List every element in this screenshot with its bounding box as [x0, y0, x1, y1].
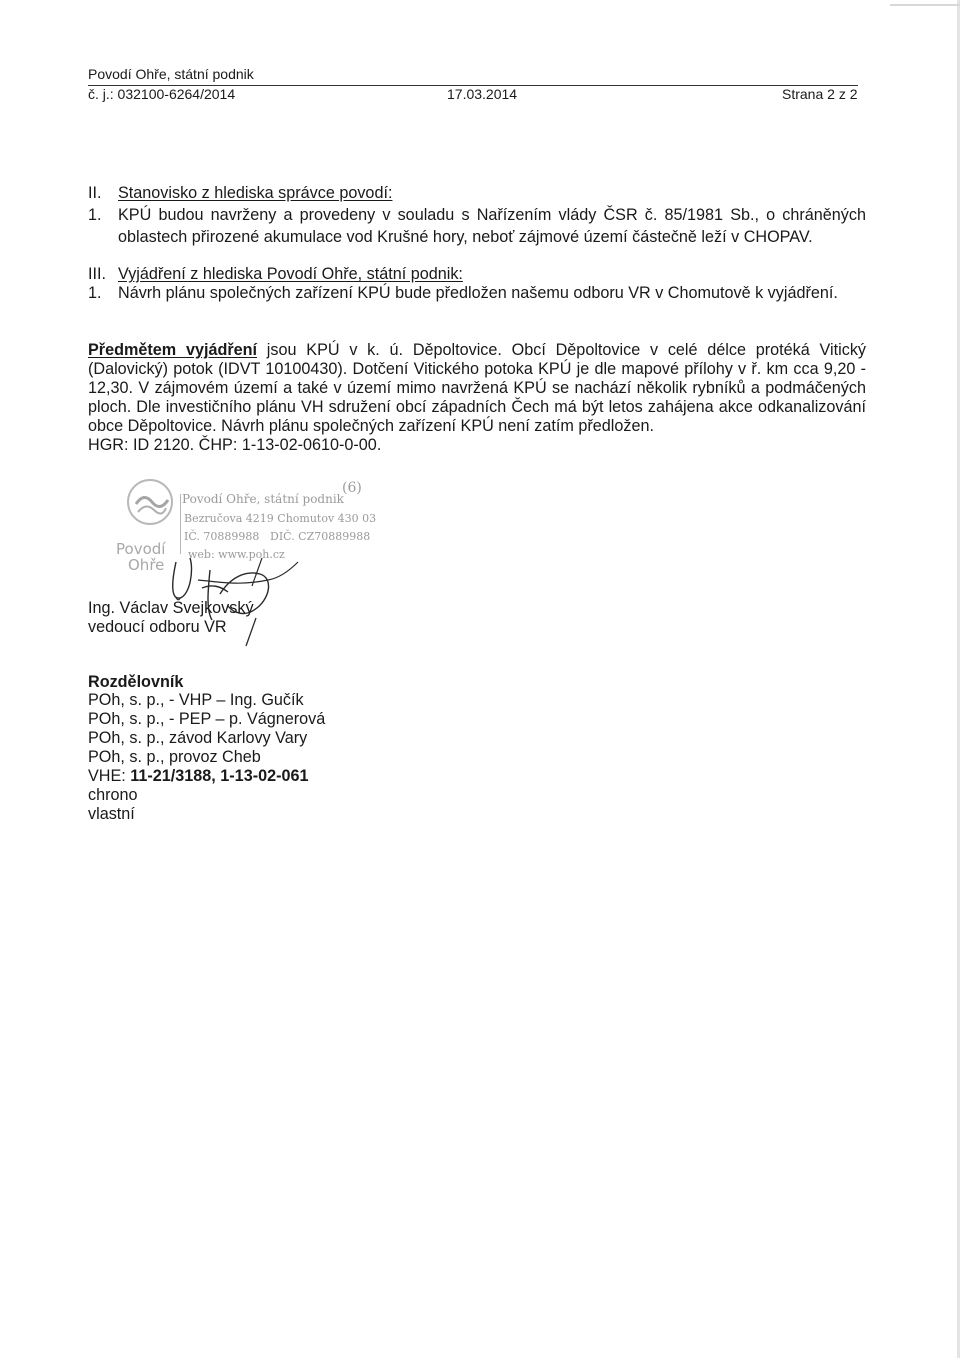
header-rule [88, 85, 858, 86]
distribution-vhe [88, 767, 309, 786]
distribution-vhe-value: 11-21/3188, 1-13-02-061 [130, 767, 309, 785]
distribution-item: POh, s. p., - VHP – Ing. Gučík [88, 691, 304, 709]
section3-item1-number: 1. [88, 284, 102, 302]
header-ref: č. j.: 032100-6264/2014 [88, 86, 236, 102]
section2-title: Stanovisko z hlediska správce povodí: [118, 184, 393, 202]
subject-line3: 12,30. V zájmovém území a také v území mimo navržená KPÚ se nachází několik rybníků a podmáčených [88, 379, 866, 397]
section2-item1-number: 1. [88, 206, 102, 224]
distribution-item: POh, s. p., provoz Cheb [88, 748, 261, 766]
header-org: Povodí Ohře, státní podnik [88, 66, 254, 82]
stamp-ico: IČ. 70889988 [184, 530, 260, 543]
signatory-name: Ing. Václav Švejkovský [88, 599, 254, 617]
section2-item1-line2: oblastech přirozené akumulace vod Krušné hory, neboť zájmové území částečně leží v CHOPAV. [118, 228, 813, 246]
section2-number: II. [88, 184, 102, 202]
signatory-role: vedoucí odboru VR [88, 618, 227, 636]
section3-number: III. [88, 265, 106, 283]
stamp-logo-line1: Povodí [116, 540, 166, 558]
stamp-number: (6) [342, 480, 362, 496]
header-page: Strana 2 z 2 [782, 86, 858, 102]
stamp-logo-line2: Ohře [128, 556, 165, 574]
scan-edge-top [890, 4, 960, 6]
distribution-extra: chrono [88, 786, 138, 804]
distribution-extra: vlastní [88, 805, 135, 823]
subject-line1-text: jsou KPÚ v k. ú. Děpoltovice. Obcí Děpoltovice v celé délce protéká Vitický [257, 341, 867, 359]
stamp-dic: DIČ. CZ70889988 [270, 530, 371, 543]
header-date: 17.03.2014 [447, 86, 518, 102]
subject-line6: HGR: ID 2120. ČHP: 1-13-02-0610-0-00. [88, 436, 382, 454]
distribution-vhe-label: VHE: [88, 767, 131, 785]
stamp-web: web: www.poh.cz [188, 548, 285, 561]
subject-line1 [88, 341, 866, 360]
subject-label: Předmětem vyjádření [88, 341, 258, 359]
subject-line2: (Dalovický) potok (IDVT 10100430). Dotčení Vitického potoka KPÚ je dle mapové přílohy v ř. km cca 9,20 - [88, 360, 866, 378]
stamp-company: Povodí Ohře, státní podnik [182, 492, 344, 506]
section2-item1-line1: KPÚ budou navrženy a provedeny v souladu s Nařízením vlády ČSR č. 85/1981 Sb., o chráněných [118, 206, 866, 224]
subject-line5: obce Děpoltovice. Návrh plánu společných zařízení KPÚ není zatím předložen. [88, 417, 654, 435]
section3-item1-text: Návrh plánu společných zařízení KPÚ bude předložen našemu odboru VR v Chomutově k vyjádření. [118, 284, 838, 302]
distribution-item: POh, s. p., závod Karlovy Vary [88, 729, 308, 747]
section3-title: Vyjádření z hlediska Povodí Ohře, státní podnik: [118, 265, 463, 283]
stamp-address: Bezručova 4219 Chomutov 430 03 [184, 512, 377, 525]
subject-line4: ploch. Dle investičního plánu VH sdružení obcí západních Čech má být letos zahájena akce odkanalizování [88, 398, 866, 416]
distribution-item: POh, s. p., - PEP – p. Vágnerová [88, 710, 326, 728]
distribution-title: Rozdělovník [88, 673, 184, 691]
